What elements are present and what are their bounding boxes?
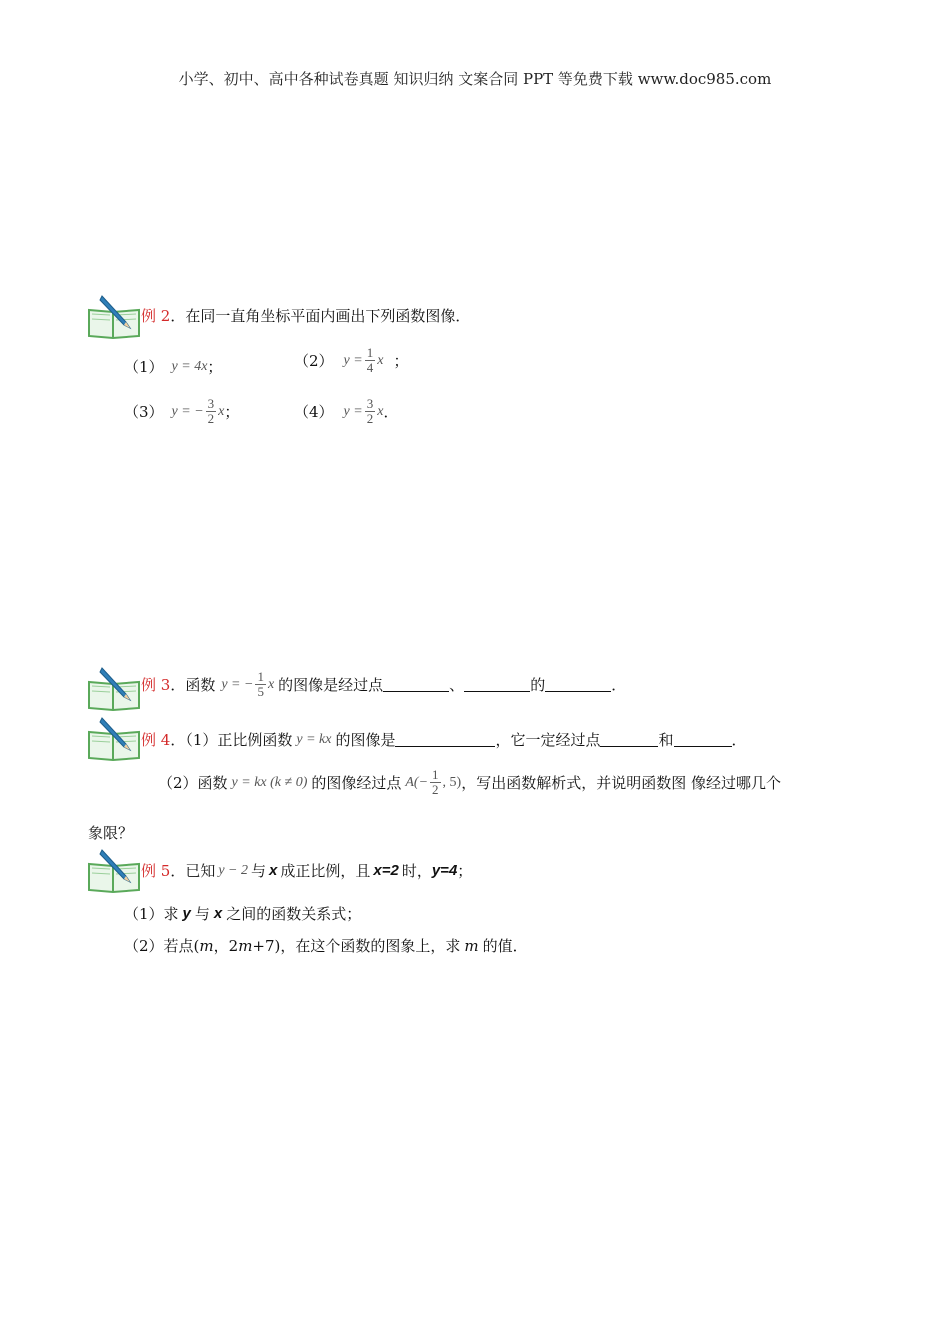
fraction-numerator: 1 [366, 345, 374, 360]
example-4-q2 [158, 768, 781, 797]
variable: m [464, 936, 479, 955]
example-4-q1 [141, 729, 747, 750]
example-text: ．（1）正比例函数 [170, 731, 293, 749]
example-text: 的值． [482, 937, 528, 955]
equation: y = 4x [171, 358, 208, 374]
example-text: 的 [530, 676, 546, 694]
equation-lhs: y = [343, 352, 363, 368]
example-text: 和 [658, 731, 674, 749]
answer-blank[interactable] [674, 732, 732, 747]
point-prefix: A(− [405, 774, 429, 790]
equation-lhs: y = [343, 403, 363, 419]
example-text: 时， [401, 862, 432, 880]
example-text: 与 [251, 862, 267, 880]
variable: x [213, 905, 223, 922]
fraction [430, 768, 441, 797]
book-pencil-icon [86, 664, 142, 712]
fraction-numerator: 3 [207, 396, 215, 411]
example-label: 例 4 [141, 731, 171, 749]
item-number: （2） [294, 352, 334, 370]
condition: x=2 [373, 862, 399, 879]
equation-rhs: x [267, 676, 275, 692]
fraction [365, 346, 376, 375]
answer-blank[interactable] [395, 732, 495, 747]
item-number: （1） [124, 358, 164, 376]
example-text: ； [457, 862, 473, 880]
book-pencil-icon [86, 846, 142, 894]
equation-rhs: x [377, 352, 384, 368]
equation: y = kx (k ≠ 0) [231, 774, 308, 790]
page-header: 小学、初中、高中各种试卷真题 知识归纳 文案合同 PPT 等免费下载 www.doc985.com [178, 70, 772, 88]
fraction-numerator: 3 [366, 396, 374, 411]
example-5-q1 [124, 903, 361, 924]
variable: y [182, 905, 191, 922]
example-text: ．已知 [170, 862, 216, 880]
example-label: 例 2 [141, 307, 171, 325]
example-text: ．函数 [170, 676, 216, 694]
answer-blank[interactable] [383, 677, 449, 692]
variable: x [269, 862, 278, 879]
fraction [206, 397, 217, 426]
example-text: ．在同一直角坐标平面内画出下列函数图像． [170, 307, 471, 325]
example-text: ． [731, 731, 747, 749]
example-text: ，写出函数解析式，并说明函数图 像经过哪几个 [461, 774, 781, 792]
item-tail: ． [383, 403, 399, 421]
ex2-item-1 [124, 356, 222, 377]
example-label: 例 3 [141, 676, 171, 694]
equation-rhs: x [377, 403, 384, 419]
example-text: 的图像是经过点 [278, 676, 384, 694]
example-text: （2）若点( [124, 937, 200, 955]
item-number: （4） [294, 403, 334, 421]
condition: y=4 [431, 862, 458, 879]
answer-blank[interactable] [464, 677, 530, 692]
example-text: 的图像是 [335, 731, 396, 749]
equation-lhs: y = − [171, 403, 204, 419]
point-suffix: , 5) [442, 774, 462, 790]
example-text: ，它一定经过点 [495, 731, 601, 749]
ex2-item-2 [294, 346, 408, 375]
variable: m [199, 936, 214, 955]
variable: m [238, 936, 253, 955]
book-pencil-icon [86, 292, 142, 340]
fraction-numerator: 1 [432, 767, 439, 782]
example-label: 例 5 [141, 862, 171, 880]
book-pencil-icon [86, 714, 142, 762]
example-5 [141, 860, 472, 881]
fraction-denominator: 2 [366, 411, 374, 426]
example-4-q2-continued: 象限？ [88, 824, 134, 842]
example-text: ． [611, 676, 627, 694]
example-text: 之间的函数关系式； [226, 905, 362, 923]
fraction-denominator: 2 [432, 782, 439, 797]
example-text: （2）函数 [158, 774, 228, 792]
example-text: （1）求 [124, 905, 179, 923]
fraction-numerator: 1 [257, 669, 264, 684]
example-text: +7)，在这个函数的图象上，求 [252, 937, 461, 955]
item-tail: ； [393, 352, 409, 370]
item-tail: ； [207, 358, 223, 376]
ex2-item-4 [294, 397, 398, 426]
answer-blank[interactable] [545, 677, 611, 692]
example-text: 的图像经过点 [311, 774, 402, 792]
fraction-denominator: 2 [207, 411, 215, 426]
ex2-item-3 [124, 397, 239, 426]
example-text: 与 [194, 905, 210, 923]
example-text: ，2 [213, 937, 239, 955]
fraction [255, 670, 266, 699]
equation-lhs: y = − [221, 676, 254, 692]
example-text: 成正比例，且 [280, 862, 371, 880]
separator: 、 [449, 676, 465, 694]
equation: y − 2 [218, 862, 248, 878]
example-2-title [141, 305, 470, 326]
fraction-denominator: 4 [366, 360, 374, 375]
fraction-denominator: 5 [257, 684, 264, 699]
item-number: （3） [124, 403, 164, 421]
equation-rhs: x [218, 403, 225, 419]
answer-blank[interactable] [600, 732, 658, 747]
equation: y = kx [296, 731, 332, 747]
fraction [365, 397, 376, 426]
example-3 [141, 670, 626, 699]
item-tail: ； [224, 403, 240, 421]
example-5-q2 [124, 935, 528, 956]
